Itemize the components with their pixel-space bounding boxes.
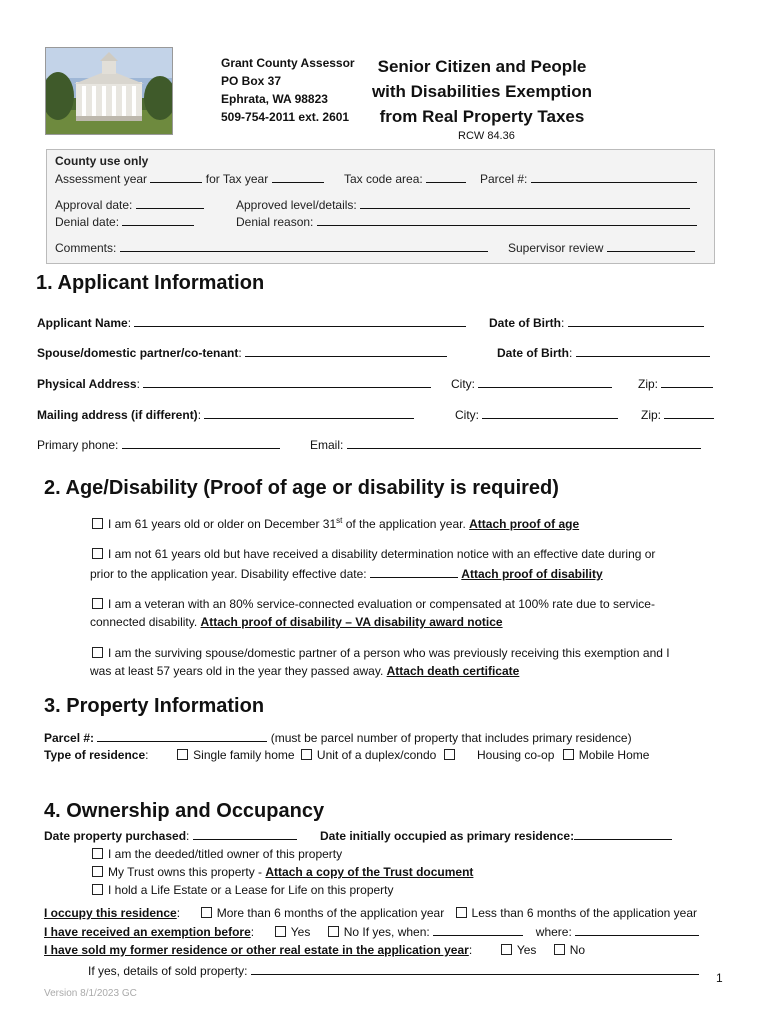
mailing-zip-row <box>641 407 714 422</box>
sold-details-row <box>88 963 699 978</box>
veteran-text-2: connected disability. <box>90 615 198 629</box>
approved-level-field[interactable] <box>360 197 690 209</box>
single-family-checkbox[interactable] <box>177 749 188 760</box>
mailing-zip-field[interactable] <box>664 407 714 419</box>
veteran-option-line2 <box>90 615 503 629</box>
trust-checkbox[interactable] <box>92 866 103 877</box>
ownership-option-1 <box>92 847 342 861</box>
county-parcel-field[interactable] <box>531 171 697 183</box>
mailing-zip-label: Zip: <box>641 408 662 422</box>
deeded-owner-label: I am the deeded/titled owner of this property <box>108 847 343 861</box>
received-yes-checkbox[interactable] <box>275 926 286 937</box>
disability-text-1: I am not 61 years old but have received a disability determination notice with an effective date during or <box>108 547 656 561</box>
tax-code-label: Tax code area: <box>344 172 423 186</box>
sold-details-field[interactable] <box>251 963 699 975</box>
physical-zip-label: Zip: <box>638 377 659 391</box>
spouse-dob-label: Date of Birth <box>497 346 569 360</box>
attach-proof-disability: Attach proof of disability <box>461 567 603 581</box>
assessment-year-field[interactable] <box>150 171 202 183</box>
age-61-checkbox[interactable] <box>92 518 103 529</box>
occupied-label: Date initially occupied as primary residence: <box>320 829 575 843</box>
disability-checkbox[interactable] <box>92 548 103 559</box>
received-exemption-label: I have received an exemption before <box>44 925 251 939</box>
denial-reason-row <box>236 214 697 229</box>
physical-zip-row <box>638 376 713 391</box>
purchased-row: Date property purchased: <box>44 828 297 843</box>
spouse-label: Spouse/domestic partner/co-tenant <box>37 346 239 360</box>
disability-option-line2 <box>90 566 603 581</box>
agency-city: Ephrata, WA 98823 <box>221 92 328 106</box>
agency-name: Grant County Assessor <box>221 56 355 70</box>
physical-address-row: Physical Address: <box>37 376 431 391</box>
veteran-checkbox[interactable] <box>92 598 103 609</box>
mailing-city-row <box>455 407 618 422</box>
mailing-city-field[interactable] <box>482 407 618 419</box>
mailing-address-label: Mailing address (if different) <box>37 408 198 422</box>
ownership-option-2 <box>92 865 473 879</box>
surviving-option-line2 <box>90 664 519 678</box>
county-parcel-label: Parcel #: <box>480 172 528 186</box>
occupied-row <box>320 828 672 843</box>
veteran-option-line1 <box>92 597 655 611</box>
applicant-dob-field[interactable] <box>568 315 704 327</box>
duplex-label: Unit of a duplex/condo <box>316 748 437 762</box>
attach-va-award: Attach proof of disability – VA disability award notice <box>200 615 503 629</box>
received-where-field[interactable] <box>575 924 699 936</box>
deeded-owner-checkbox[interactable] <box>92 848 103 859</box>
received-when-label: If yes, when: <box>362 925 430 939</box>
received-no-label: No <box>343 925 360 939</box>
received-when-field[interactable] <box>433 924 523 936</box>
received-yes-label: Yes <box>290 925 311 939</box>
primary-phone-field[interactable] <box>122 437 280 449</box>
attach-death-certificate: Attach death certificate <box>386 664 520 678</box>
primary-phone-row <box>37 437 280 452</box>
sold-details-label: If yes, details of sold property: <box>88 964 248 978</box>
received-exemption-row: I have received an exemption before: Yes No If yes, when: where: <box>44 924 699 939</box>
property-parcel-row <box>44 730 632 745</box>
age-option-1 <box>92 516 579 531</box>
mailing-address-field[interactable] <box>204 407 414 419</box>
form-title-line3: from Real Property Taxes <box>379 107 585 126</box>
attach-trust-document: Attach a copy of the Trust document <box>265 865 474 879</box>
applicant-name-field[interactable] <box>134 315 466 327</box>
surviving-text-1: I am the surviving spouse/domestic partner of a person who was previously receiving this exemption and I <box>108 646 670 660</box>
section1-heading: 1. Applicant Information <box>36 272 265 294</box>
county-use-box <box>46 149 715 264</box>
for-tax-year-label: for Tax year <box>205 172 269 186</box>
spouse-dob-row: Date of Birth: <box>497 345 710 360</box>
denial-date-label: Denial date: <box>55 215 120 229</box>
physical-city-field[interactable] <box>478 376 612 388</box>
trust-label: My Trust owns this property - <box>108 865 263 879</box>
surviving-spouse-checkbox[interactable] <box>92 647 103 658</box>
approved-level-label: Approved level/details: <box>236 198 357 212</box>
less-6-months-checkbox[interactable] <box>456 907 467 918</box>
physical-address-label: Physical Address <box>37 377 137 391</box>
sold-residence-label: I have sold my former residence or other real estate in the application year <box>44 943 469 957</box>
tax-code-field[interactable] <box>426 171 466 183</box>
form-title <box>362 54 602 129</box>
agency-address <box>221 54 355 126</box>
comments-label: Comments: <box>55 241 117 255</box>
veteran-text-1: I am a veteran with an 80% service-connected evaluation or compensated at 100% rate due to service- <box>108 597 655 611</box>
applicant-name-label: Applicant Name <box>37 316 128 330</box>
physical-city-label: City: <box>451 377 475 391</box>
coop-label: Housing co-op <box>477 748 555 762</box>
duplex-checkbox[interactable] <box>301 749 312 760</box>
spouse-field[interactable] <box>245 345 447 357</box>
spouse-row: Spouse/domestic partner/co-tenant: <box>37 345 447 360</box>
page-number: 1 <box>716 971 723 985</box>
age-61-sup: st <box>336 516 343 525</box>
assessment-year-label: Assessment year <box>55 172 148 186</box>
applicant-dob-label: Date of Birth <box>489 316 561 330</box>
disability-text-2: prior to the application year. Disability effective date: <box>90 567 367 581</box>
mobile-home-checkbox[interactable] <box>563 749 574 760</box>
age-61-text: I am 61 years old or older on December 31 <box>108 517 337 531</box>
email-label: Email: <box>310 438 344 452</box>
purchased-label: Date property purchased <box>44 829 187 843</box>
occupy-row: I occupy this residence: More than 6 months of the application year Less than 6 months of the application year <box>44 906 698 920</box>
disability-effective-date-field[interactable] <box>370 566 458 578</box>
mobile-home-label: Mobile Home <box>578 748 650 762</box>
physical-zip-field[interactable] <box>661 376 713 388</box>
surviving-option-line1 <box>92 646 670 660</box>
denial-reason-label: Denial reason: <box>236 215 314 229</box>
age-61-text-b: of the application year. <box>345 517 466 531</box>
denial-reason-field[interactable] <box>317 214 697 226</box>
residence-type-label: Type of residence <box>44 748 146 762</box>
tax-year-field[interactable] <box>272 171 324 183</box>
approval-date-label: Approval date: <box>55 198 133 212</box>
attach-proof-age: Attach proof of age <box>469 517 580 531</box>
occupy-label: I occupy this residence <box>44 906 177 920</box>
supervisor-label: Supervisor review <box>508 241 604 255</box>
applicant-name-row: Applicant Name: <box>37 315 466 330</box>
applicant-dob-row: Date of Birth: <box>489 315 704 330</box>
physical-address-field[interactable] <box>143 376 431 388</box>
received-where-label: where: <box>535 925 572 939</box>
approval-date-row <box>55 197 204 212</box>
sold-no-label: No <box>569 943 586 957</box>
sold-yes-checkbox[interactable] <box>501 944 512 955</box>
disability-option-line1 <box>92 547 655 561</box>
comments-field[interactable] <box>120 240 488 252</box>
physical-city-row <box>451 376 612 391</box>
property-parcel-note: (must be parcel number of property that includes primary residence) <box>270 731 632 745</box>
spouse-dob-field[interactable] <box>576 345 710 357</box>
property-parcel-field[interactable] <box>97 730 267 742</box>
more-6-months-label: More than 6 months of the application year <box>216 906 445 920</box>
single-family-label: Single family home <box>193 748 295 762</box>
occupied-field[interactable] <box>574 828 672 840</box>
tax-code-row <box>344 171 466 186</box>
supervisor-field[interactable] <box>607 240 695 252</box>
ownership-option-3 <box>92 883 394 897</box>
denial-date-row <box>55 214 194 229</box>
sold-yes-label: Yes <box>516 943 537 957</box>
county-use-heading: County use only <box>55 154 149 168</box>
form-title-line2: with Disabilities Exemption <box>371 82 593 101</box>
denial-date-field[interactable] <box>122 214 194 226</box>
sold-no-checkbox[interactable] <box>554 944 565 955</box>
section3-heading: 3. Property Information <box>44 695 265 717</box>
mailing-city-label: City: <box>455 408 479 422</box>
life-estate-label: I hold a Life Estate or a Lease for Life on this property <box>108 883 394 897</box>
approval-date-field[interactable] <box>136 197 204 209</box>
less-6-months-label: Less than 6 months of the application year <box>471 906 698 920</box>
section4-heading: 4. Ownership and Occupancy <box>44 800 325 822</box>
agency-box: PO Box 37 <box>221 74 282 88</box>
version-label: Version 8/1/2023 GC <box>44 988 137 999</box>
primary-phone-label: Primary phone: <box>37 438 119 452</box>
residence-type-row: Type of residence: Single family home Unit of a duplex/condo Housing co-op Mobile Home <box>44 748 650 762</box>
mailing-address-row: Mailing address (if different): <box>37 407 414 422</box>
coop-checkbox[interactable] <box>444 749 455 760</box>
sold-residence-row: I have sold my former residence or other real estate in the application year: Yes No <box>44 943 586 957</box>
email-field[interactable] <box>347 437 701 449</box>
comments-row <box>55 240 488 255</box>
more-6-months-checkbox[interactable] <box>201 907 212 918</box>
purchased-field[interactable] <box>193 828 297 840</box>
rcw-reference: RCW 84.36 <box>458 130 515 142</box>
approved-level-row <box>236 197 690 212</box>
email-row <box>310 437 701 452</box>
courthouse-photo <box>45 47 173 135</box>
form-title-line1: Senior Citizen and People <box>377 57 587 76</box>
county-parcel-row <box>480 171 697 186</box>
surviving-text-2: was at least 57 years old in the year they passed away. <box>90 664 384 678</box>
received-no-checkbox[interactable] <box>328 926 339 937</box>
property-parcel-label: Parcel #: <box>44 731 95 745</box>
assessment-year-row <box>55 171 324 186</box>
supervisor-row <box>508 240 695 255</box>
agency-phone: 509-754-2011 ext. 2601 <box>221 110 350 124</box>
life-estate-checkbox[interactable] <box>92 884 103 895</box>
section2-heading: 2. Age/Disability (Proof of age or disability is required) <box>44 477 559 499</box>
